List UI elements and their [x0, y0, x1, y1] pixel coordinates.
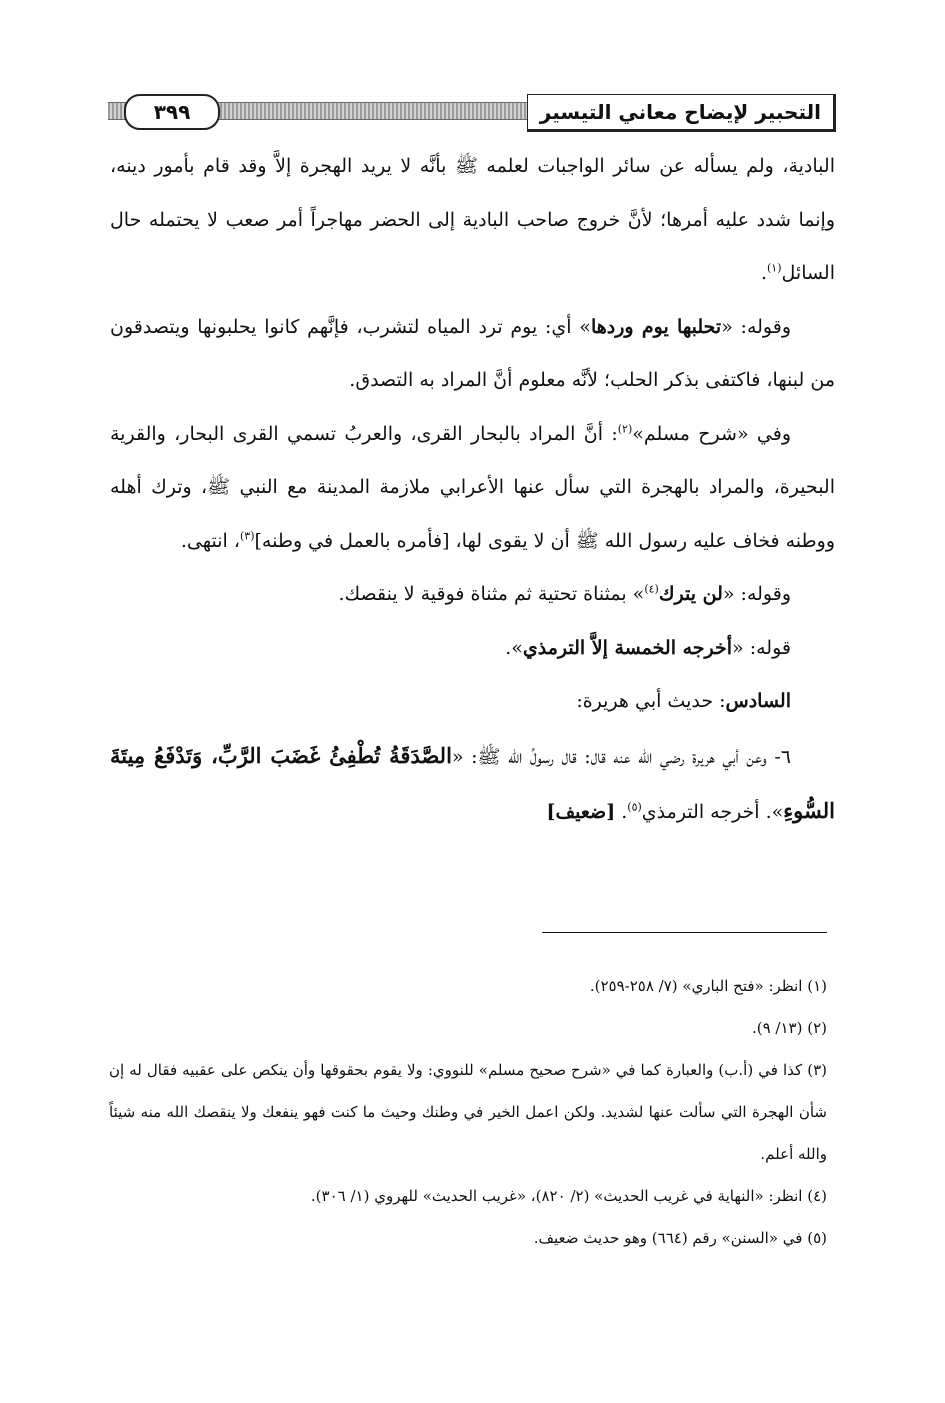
- footnote-ref-3: (٣): [240, 529, 255, 543]
- paragraph-5: قوله: «أخرجه الخمسة إلاَّ الترمذي».: [505, 636, 791, 659]
- hadith-grade: [ضعيف]: [546, 801, 616, 823]
- quoted-phrase: تحلبها يوم وردها: [590, 315, 722, 338]
- footnotes: [109, 965, 827, 1259]
- quoted-phrase: لن يترك: [658, 583, 723, 605]
- footnote-3: (٣) كذا في (أ.ب) والعبارة كما في «شرح صحيح مسلم» للنووي: ولا يقوم بحقوقها وأن ينكص على عقبيه فقال له إن شأن الهجرة التي سألت عنها لشديد. ولكن اعمل الخير في وطنك وحيث ما كنت فهو ينفعك ولا ينقصك الله منه شيئاً والله أعلم.: [109, 1061, 827, 1163]
- main-text: [110, 140, 835, 840]
- footnote-4: (٤) انظر: «النهاية في غريب الحديث» (٢/ ٨٢٠)، «غريب الحديث» للهروي (١/ ٣٠٦).: [310, 1187, 827, 1205]
- footnote-ref-2: (٢): [617, 422, 633, 436]
- hadith-text: الصَّدَقَةُ تُطْفِئُ غَضَبَ الرَّبِّ، وَتَدْفَعُ مِيتَةَ السُّوءِ: [110, 742, 835, 823]
- footnote-2: (٢) (١٣/ ٩).: [751, 1019, 827, 1037]
- paragraph-2: وقوله: «تحلبها يوم وردها» أي: يوم ترد المياه لتشرب، فإنَّهم كانوا يحلبونها ويتصدقون من لبنها، فاكتفى بذكر الحلب؛ لأنَّه معلوم أنَّ المراد به التصدق.: [110, 315, 835, 391]
- section-label: السادس: [725, 690, 791, 712]
- section-heading: السادس: حديث أبي هريرة:: [576, 690, 791, 712]
- paragraph-3: وفي «شرح مسلم»$^{(٢)}$: أنَّ المراد بالبحار القرى، والعربُ تسمي القرى البحار، والقرية البحيرة، والمراد بالهجرة التي سأل عنها الأعرابي ملازمة المدينة مع النبي ﷺ، وترك أهله ووطنه فخاف عليه رسول الله ﷺ أن لا يقوى لها، [فأمره بالعمل في وطنه]$^{(٣)}$، انتهى.: [110, 422, 835, 552]
- footnote-5: (٥) في «السنن» رقم (٦٦٤) وهو حديث ضعيف.: [533, 1229, 827, 1247]
- running-header: [108, 92, 836, 132]
- hadith-paragraph: ٦- وعن أبي هريرة رضي الله عنه قال: قال رسولُ الله ﷺ: «الصَّدَقَةُ تُطْفِئُ غَضَبَ الرَّبِّ، وَتَدْفَعُ مِيتَةَ السُّوءِ». أخرجه الترمذي$^{(٥)}$. [ضعيف]: [110, 742, 835, 823]
- paragraph-1: البادية، ولم يسأله عن سائر الواجبات لعلمه ﷺ بأنَّه لا يريد الهجرة إلاَّ وقد قام بأمور دينه، وإنما شدد عليه أمرها؛ لأنَّ خروج صاحب البادية إلى الحضر مهاجراً أمر صعب لا يحتمله حال السائل$^{(١)}$.: [110, 155, 835, 284]
- page-number: ٣٩٩: [124, 94, 220, 130]
- paragraph-4: وقوله: «لن يترك$^{(٤)}$» بمثناة تحتية ثم مثناة فوقية لا ينقصك.: [338, 582, 791, 605]
- quoted-phrase: أخرجه الخمسة إلاَّ الترمذي: [522, 636, 733, 659]
- footnote-ref-5: (٥): [627, 800, 642, 814]
- book-title: التحبير لإيضاح معاني التيسير: [527, 94, 836, 132]
- footnote-1: (١) انظر: «فتح الباري» (٧/ ٢٥٨-٢٥٩).: [589, 977, 827, 995]
- footnote-ref-1: (١): [767, 261, 782, 275]
- footnote-separator: [542, 932, 827, 933]
- footnote-ref-4: (٤): [644, 582, 659, 596]
